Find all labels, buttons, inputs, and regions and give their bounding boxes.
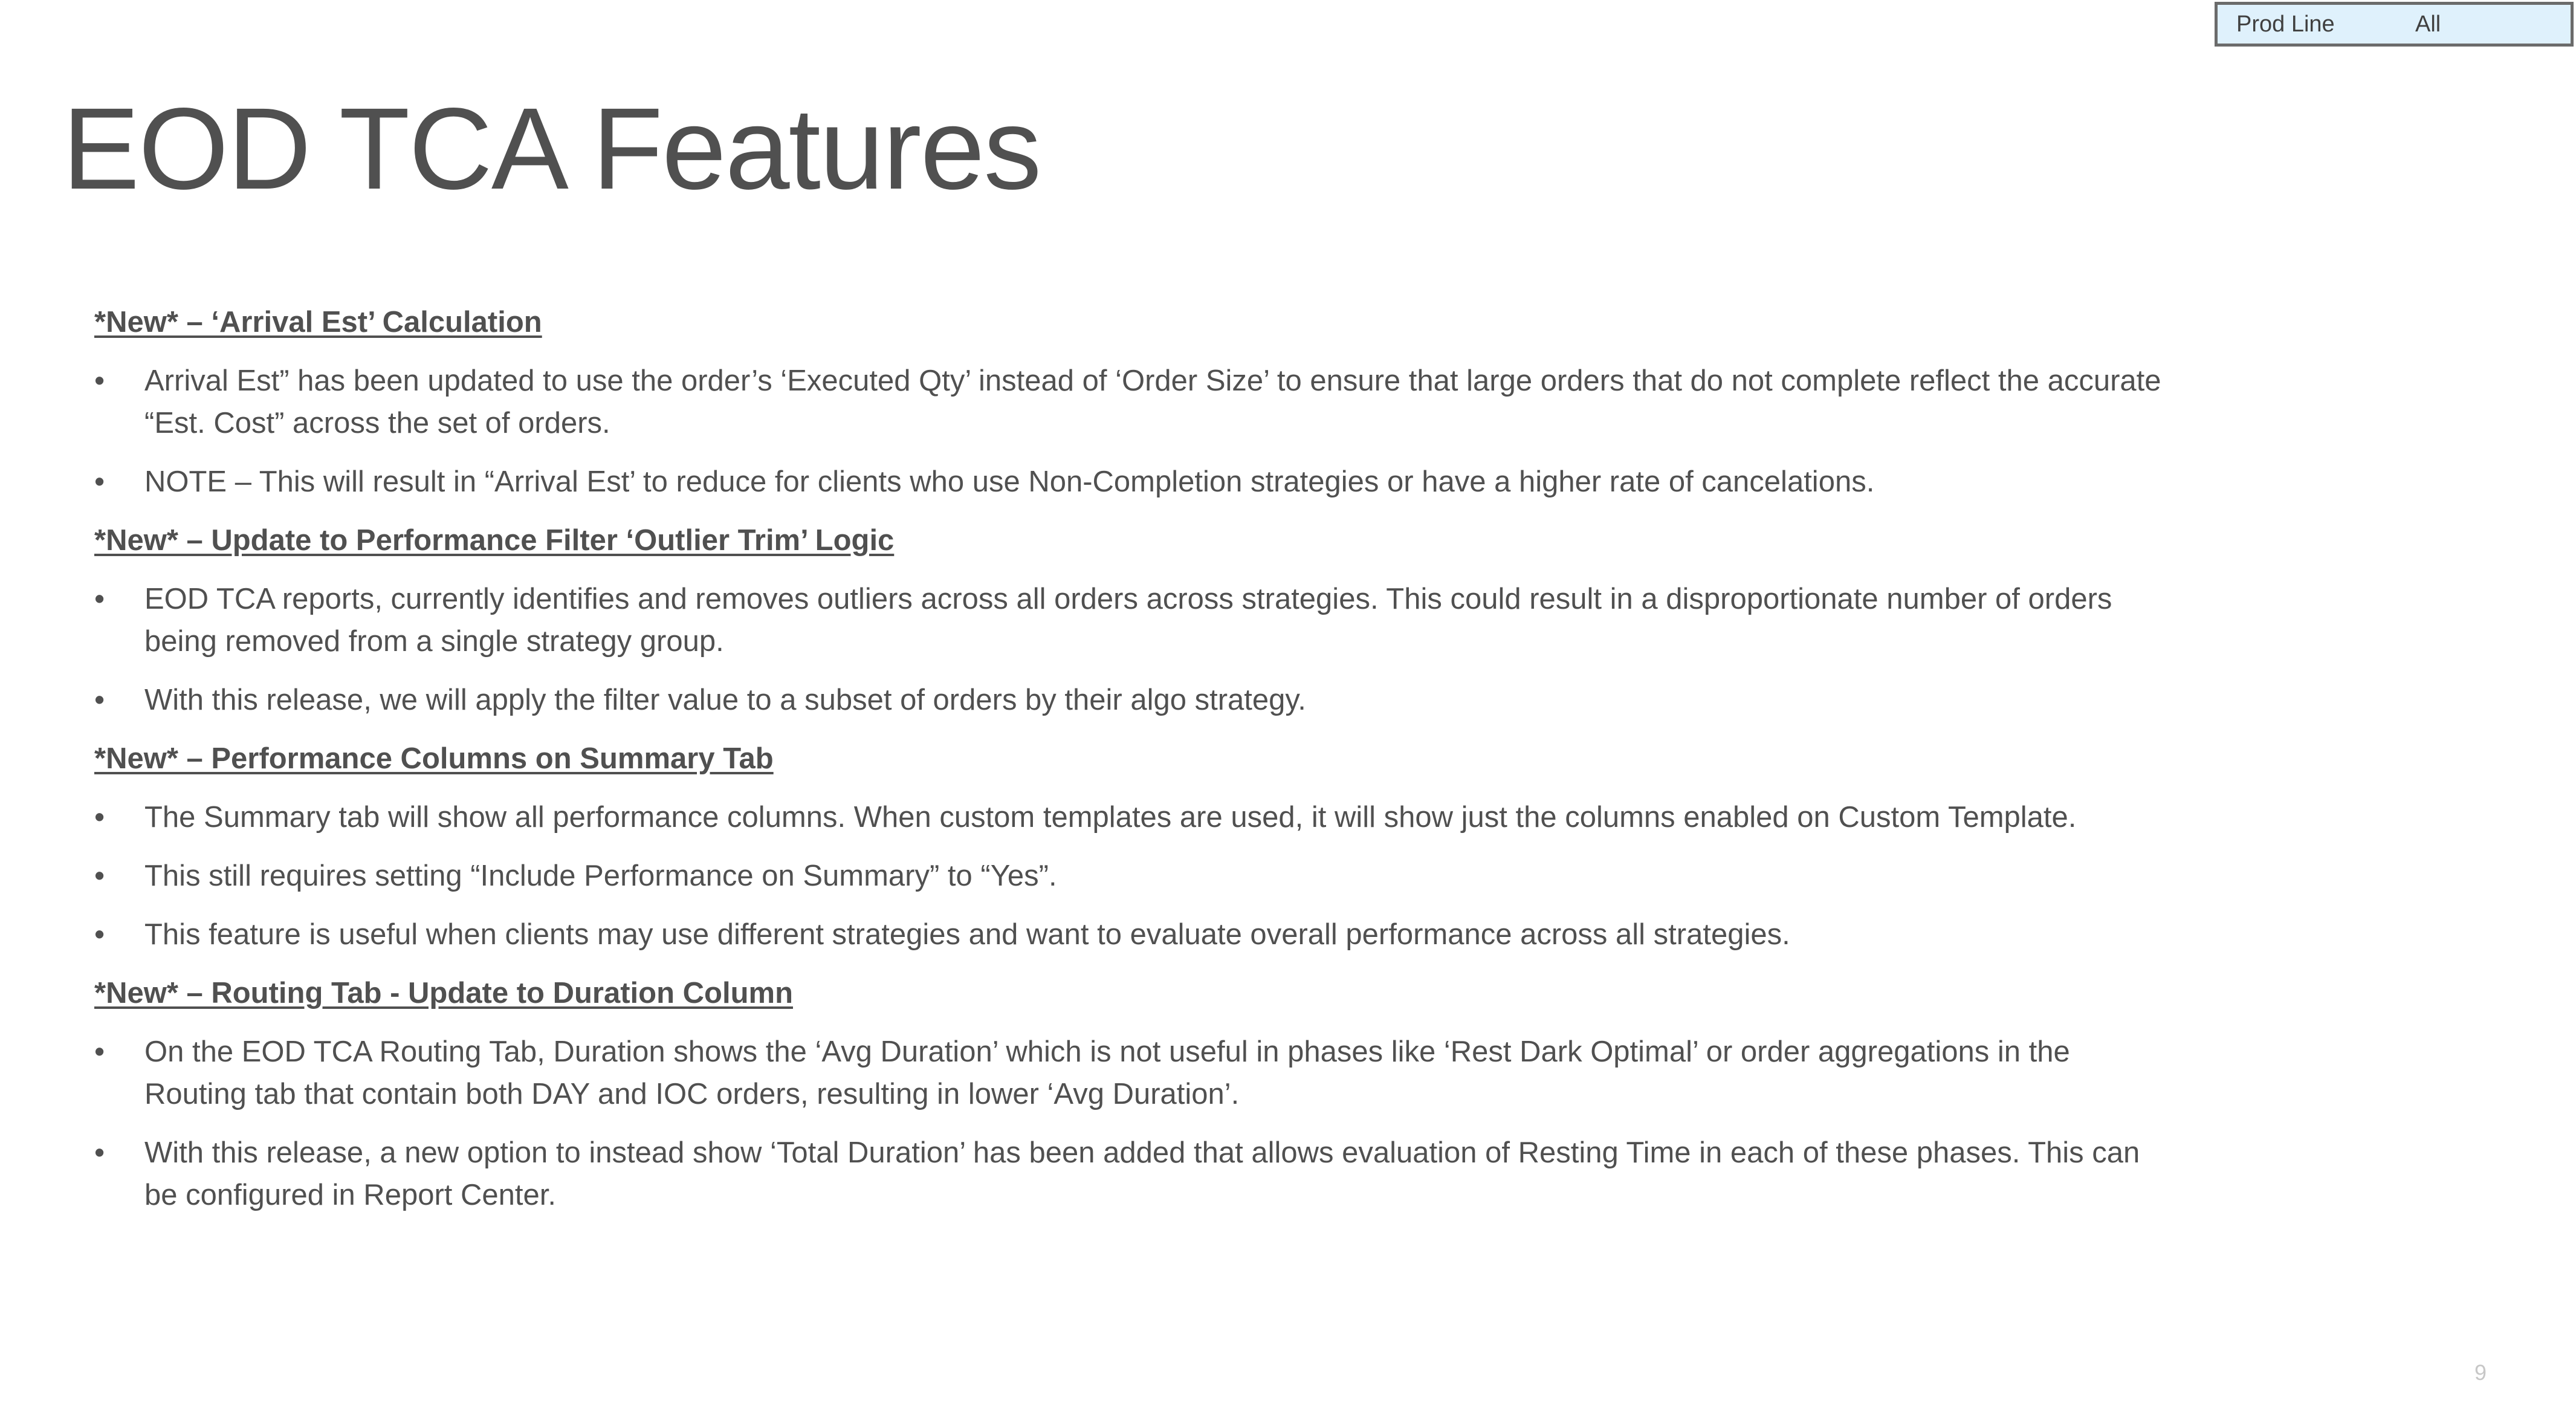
slide-content bbox=[94, 301, 2180, 1233]
page-number: 9 bbox=[2474, 1360, 2487, 1385]
prod-line-filter-value[interactable]: All bbox=[2415, 11, 2441, 37]
bullet-glyph: • bbox=[94, 684, 105, 716]
bullet-text: NOTE – This will result in “Arrival Est’ to reduce for clients who use Non-Completion strategies or have a higher rate of cancelations. bbox=[144, 465, 1875, 498]
bullet-glyph: • bbox=[94, 801, 105, 834]
bullet-glyph: • bbox=[94, 1136, 105, 1169]
bullet-glyph: • bbox=[94, 860, 105, 892]
bullet-text: The Summary tab will show all performance columns. When custom templates are used, it will show just the columns enabled on Custom Template. bbox=[144, 801, 2077, 834]
bullet-item bbox=[94, 1132, 2180, 1216]
bullet-glyph: • bbox=[94, 365, 105, 397]
bullet-glyph: • bbox=[94, 918, 105, 951]
prod-line-filter-label: Prod Line bbox=[2236, 11, 2335, 37]
bullet-text: EOD TCA reports, currently identifies and removes outliers across all orders across strategies. This could result in a disproportionate number of orders being removed from a single strategy group. bbox=[144, 583, 2112, 658]
bullet-item bbox=[94, 796, 2180, 838]
bullet-item bbox=[94, 360, 2180, 444]
section-heading-arrival-est: *New* – ‘Arrival Est’ Calculation bbox=[94, 306, 542, 339]
bullet-glyph: • bbox=[94, 583, 105, 615]
bullet-text: Arrival Est” has been updated to use the order’s ‘Executed Qty’ instead of ‘Order Size’ to ensure that large orders that do not complete reflect the accurate “Est. Cost” across the set of orders. bbox=[144, 365, 2161, 439]
bullet-item bbox=[94, 855, 2180, 897]
bullet-item bbox=[94, 461, 2180, 503]
bullet-text: This still requires setting “Include Performance on Summary” to “Yes”. bbox=[144, 860, 1057, 892]
bullet-item bbox=[94, 913, 2180, 956]
bullet-glyph: • bbox=[94, 465, 105, 498]
bullet-item bbox=[94, 679, 2180, 721]
bullet-glyph: • bbox=[94, 1035, 105, 1068]
bullet-item bbox=[94, 578, 2180, 663]
section-heading-outlier-trim: *New* – Update to Performance Filter ‘Outlier Trim’ Logic bbox=[94, 524, 895, 557]
bullet-text: With this release, a new option to instead show ‘Total Duration’ has been added that allows evaluation of Resting Time in each of these phases. This can be configured in Report Center. bbox=[144, 1136, 2140, 1211]
bullet-text: This feature is useful when clients may use different strategies and want to evaluate overall performance across all strategies. bbox=[144, 918, 1790, 951]
bullet-text: On the EOD TCA Routing Tab, Duration shows the ‘Avg Duration’ which is not useful in phases like ‘Rest Dark Optimal’ or order aggregations in the Routing tab that contain both DAY and IOC orders, resulting in lower ‘Avg Duration’. bbox=[144, 1035, 2070, 1110]
prod-line-filter[interactable] bbox=[2215, 2, 2574, 47]
bullet-text: With this release, we will apply the filter value to a subset of orders by their algo strategy. bbox=[144, 684, 1306, 716]
section-heading-summary-tab: *New* – Performance Columns on Summary Tab bbox=[94, 742, 774, 775]
bullet-item bbox=[94, 1031, 2180, 1115]
slide-title: EOD TCA Features bbox=[62, 83, 1041, 213]
section-heading-routing-tab: *New* – Routing Tab - Update to Duration Column bbox=[94, 977, 793, 1009]
